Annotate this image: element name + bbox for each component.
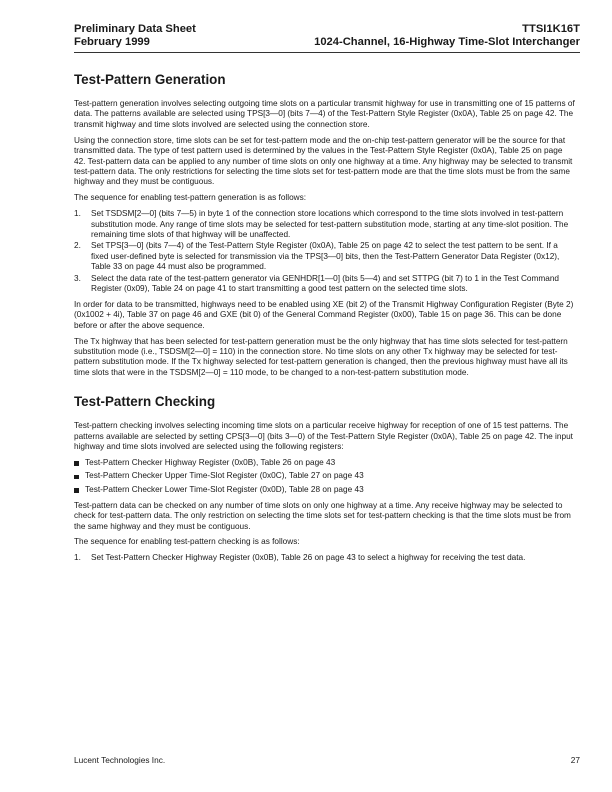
page-content	[74, 60, 576, 569]
paragraph: Test-pattern checking involves selecting incoming time slots on a particular receive highway for reception of one of 15 test patterns. The patterns available are selected by setting CPS[3—0] (bits 3—0) of the Test-Pattern Style Register (0x0A), Table 25 on page 42. The input highway and time slots involved are selected using the following registers:	[74, 421, 573, 452]
step-text: Set Test-Pattern Checker Highway Register (0x0B), Table 26 on page 43 to select a highway for receiving the test data.	[91, 553, 526, 563]
page-number: 27	[570, 755, 580, 765]
document-date: February 1999	[74, 35, 150, 48]
checking-steps-list	[74, 553, 576, 563]
part-number: TTSI1K16T	[522, 23, 580, 35]
bullet-text: Test-Pattern Checker Highway Register (0x0B), Table 26 on page 43	[85, 457, 336, 467]
bullet-text: Test-Pattern Checker Lower Time-Slot Register (0x0D), Table 28 on page 43	[85, 484, 364, 494]
document-status: Preliminary Data Sheet	[74, 23, 196, 35]
paragraph: In order for data to be transmitted, highways need to be enabled using XE (bit 2) of the Transmit Highway Configuration Register (Byte 2) (0x1002 + 4i), Table 37 on page 46 and GXE (bit 0) of the General Command Register (0x00), Table 15 on page 36. This can be done before or after the above sequence.	[74, 299, 574, 330]
step-number: 1.	[74, 553, 81, 563]
paragraph: The sequence for enabling test-pattern checking is as follows:	[74, 537, 300, 547]
header-right	[314, 23, 580, 48]
bullet-square-icon	[74, 475, 79, 480]
list-item	[74, 209, 576, 240]
header-left	[74, 23, 196, 48]
list-item	[74, 458, 576, 468]
list-item	[74, 553, 576, 563]
paragraph: Using the connection store, time slots can be set for test-pattern mode and the on-chip test-pattern generator will be the source for that transmitted data. The type of test pattern used is determined by the values in the Test-Pattern Style Register (0x0A), Table 25 on page 42. Test-pattern data can be applied to any number of time slots on only one highway at a time. Any highway may be selected to transmit test-pattern data. The only restrictions for selecting the time slots set for test-pattern mode are that the time slots must be from the same highway and they must be contiguous.	[74, 135, 573, 187]
bullet-square-icon	[74, 488, 79, 493]
step-text: Set TPS[3—0] (bits 7—4) of the Test-Pattern Style Register (0x0A), Table 25 on page 42 to select the test pattern to be sent. If a fixed user-defined byte is selected for transmission via the TPS[3—0] bits, then the Test-Pattern Generator Data Register (0x12), Table 33 on page 44 must also be programmed.	[91, 241, 560, 272]
checker-register-list	[74, 458, 576, 495]
list-item	[74, 274, 576, 295]
device-title: 1024-Channel, 16-Highway Time-Slot Interchanger	[314, 35, 580, 48]
step-number: 2.	[74, 241, 81, 251]
list-item	[74, 485, 576, 495]
section-title-generation: Test-Pattern Generation	[74, 72, 226, 87]
step-text: Select the data rate of the test-pattern generator via GENHDR[1—0] (bits 5—4) and set STTPG (bit 7) to 1 in the Test Command Register (0x09), Table 24 on page 41 to start transmitting a good test pattern on the selected time slots.	[91, 273, 560, 293]
bullet-text: Test-Pattern Checker Upper Time-Slot Register (0x0C), Table 27 on page 43	[85, 471, 364, 481]
bullet-square-icon	[74, 461, 79, 466]
paragraph: The sequence for enabling test-pattern generation is as follows:	[74, 193, 307, 203]
paragraph: Test-pattern data can be checked on any number of time slots on only one highway at a time. Any receive highway may be selected to check for test-pattern data. The only restriction on selecting the time slots set for test-pattern checking is that the time slots must be from the same highway and they must be contiguous.	[74, 500, 571, 531]
footer-company: Lucent Technologies Inc.	[74, 755, 166, 765]
paragraph: The Tx highway that has been selected for test-pattern generation must be the only highway that has time slots selected for test-pattern substitution mode (i.e., TSDSM[2—0] = 110) in the connection store. No time slots on any other Tx highway may be selected for test-pattern substitution mode. If the Tx highway selected for test-pattern generation is changed, then the previous highway must have all its time slots that were in the TSDSM[2—0] = 110 mode, to be changed to a non-test-pattern substitution mode.	[74, 336, 568, 377]
list-item	[74, 471, 576, 481]
section-title-checking: Test-Pattern Checking	[74, 394, 216, 410]
generation-steps-list	[74, 209, 576, 294]
list-item	[74, 241, 576, 272]
step-number: 3.	[74, 273, 81, 283]
paragraph: Test-pattern generation involves selecting outgoing time slots on a particular transmit highway for use in transmitting one of 15 patterns of data. The patterns available are selected using TPS[3—0] (bits 7—4) of the Test-Pattern Style Register (0x0A), Table 25 on page 42. The transmit highway and time slots involved are selected using the connection store.	[74, 99, 575, 129]
header-divider	[74, 52, 580, 53]
step-number: 1.	[74, 209, 81, 219]
step-text: Set TSDSM[2—0] (bits 7—5) in byte 1 of the connection store locations which correspond to the time slots involved in test-pattern substitution mode. Any range of time slots may be selected for test-pattern substitution mode, starting at any time-slot position. The remaining time slots of that highway will be unaffected.	[91, 209, 569, 239]
